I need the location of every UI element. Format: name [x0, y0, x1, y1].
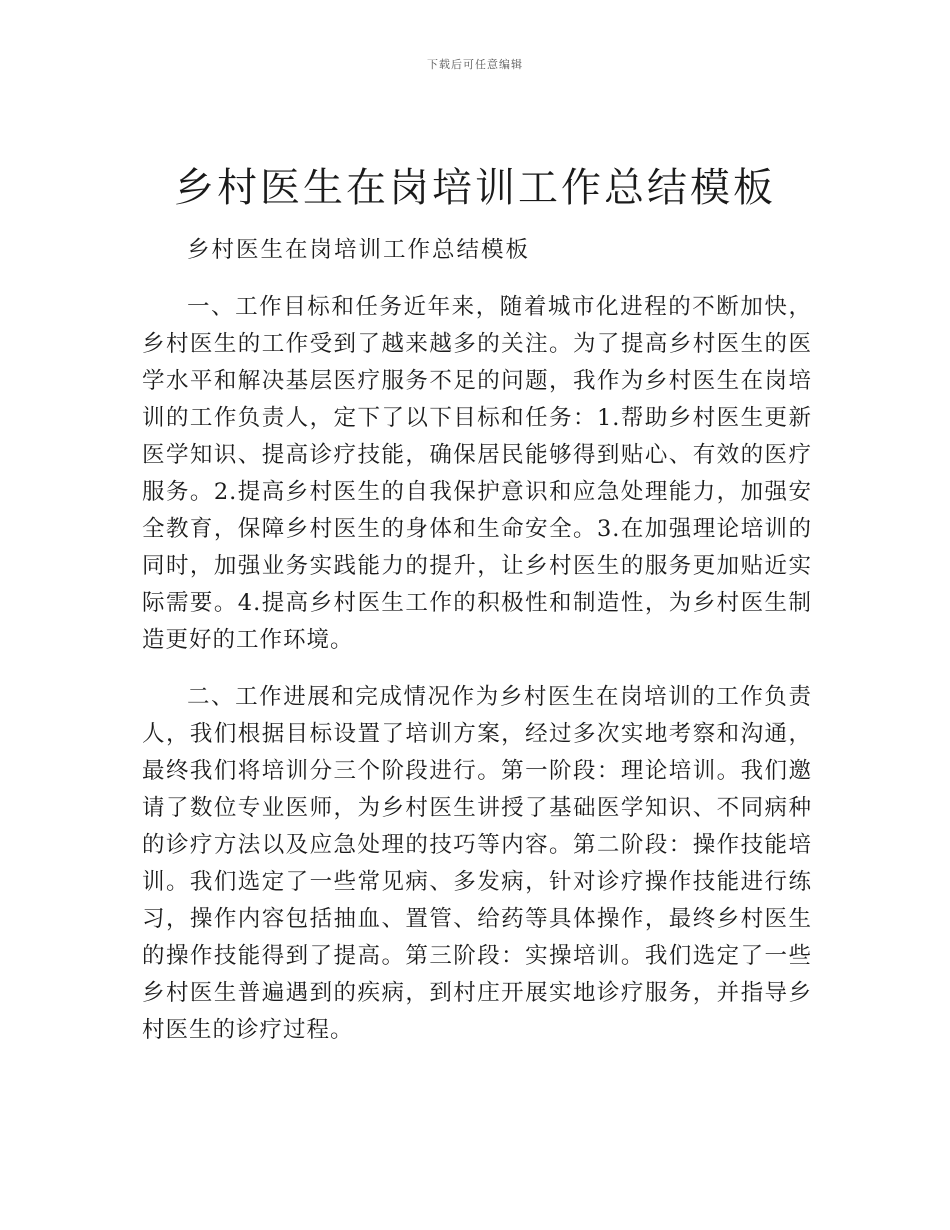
- document-subtitle: 乡村医生在岗培训工作总结模板: [187, 237, 531, 263]
- page-header-note: 下载后可任意编辑: [427, 58, 523, 71]
- document-title: 乡村医生在岗培训工作总结模板: [174, 165, 776, 211]
- paragraph-2: 二、工作进展和完成情况作为乡村医生在岗培训的工作负责人，我们根据目标设置了培训方案，经过多次实地考察和沟通，最终我们将培训分三个阶段进行。第一阶段：理论培训。我们邀请了数位专业医师，为乡村医生讲授了基础医学知识、不同病种的诊疗方法以及应急处理的技巧等内容。第二阶段：操作技能培训。我们选定了一些常见病、多发病，针对诊疗操作技能进行练习，操作内容包括抽血、置管、给药等具体操作，最终乡村医生的操作技能得到了提高。第三阶段：实操培训。我们选定了一些乡村医生普遍遇到的疾病，到村庄开展实地诊疗服务，并指导乡村医生的诊疗过程。: [142, 684, 812, 1043]
- document-body: [142, 232, 812, 1069]
- paragraph-1: 一、工作目标和任务近年来，随着城市化进程的不断加快，乡村医生的工作受到了越来越多的关注。为了提高乡村医生的医学水平和解决基层医疗服务不足的问题，我作为乡村医生在岗培训的工作负责人，定下了以下目标和任务：1.帮助乡村医生更新医学知识、提高诊疗技能，确保居民能够得到贴心、有效的医疗服务。2.提高乡村医生的自我保护意识和应急处理能力，加强安全教育，保障乡村医生的身体和生命安全。3.在加强理论培训的同时，加强业务实践能力的提升，让乡村医生的服务更加贴近实际需要。4.提高乡村医生工作的积极性和制造性，为乡村医生制造更好的工作环境。: [142, 294, 812, 653]
